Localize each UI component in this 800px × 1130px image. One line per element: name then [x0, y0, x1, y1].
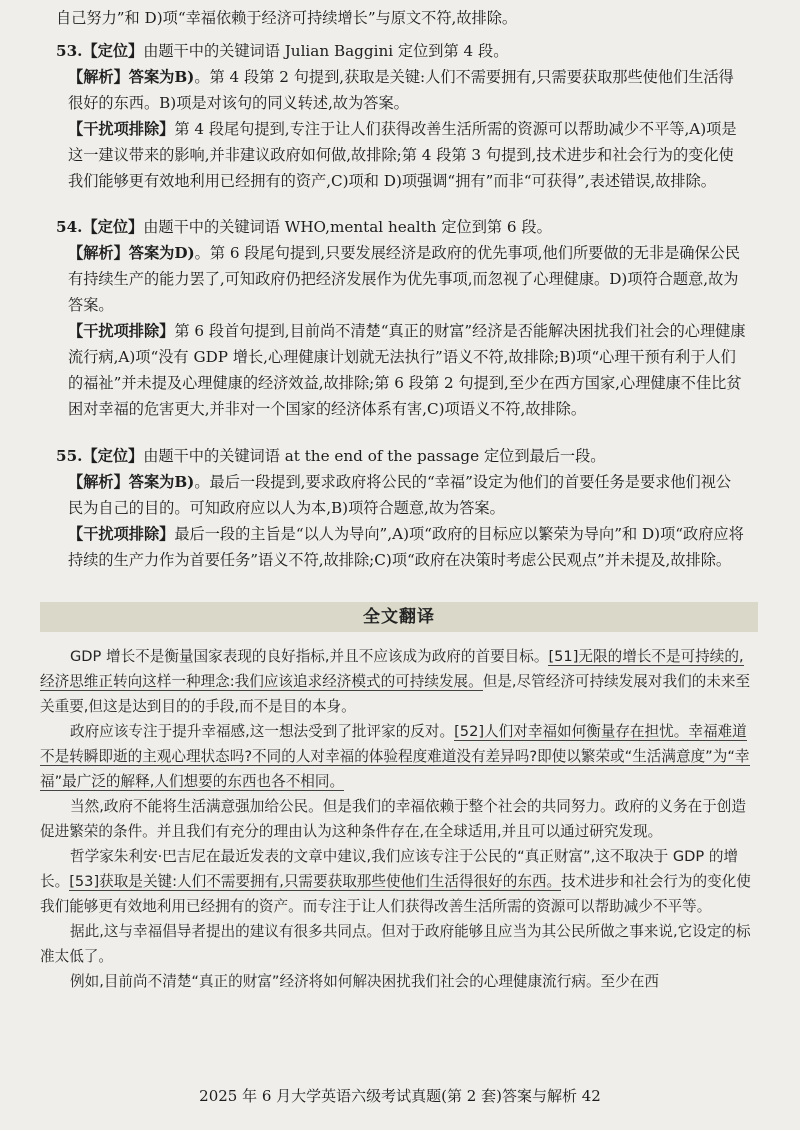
translation-paragraph-4	[40, 844, 758, 919]
q53-locate	[56, 38, 746, 64]
answer-prefix: 答案为	[128, 68, 175, 86]
q53-distractor-text: 第 4 段尾句提到,专注于让人们获得改善生活所需的资源可以帮助减少不平等,A)项是这一建议带来的影响,并非建议政府如何做,故排除;第 4 段第 3 句提到,技术进步和社会行为的变化使我们能够更有效地利用已经拥有的资产,C)项和 D)项强调“拥有”而非“可获得”,表述错误,故排除。	[68, 120, 737, 190]
translation-text: 技术进步和社会行为的变化使我们能够更有效地利用已经拥有的资产。而专注于让人们获得改善生活所需的资源可以帮助减少不平等。	[40, 873, 751, 915]
answer-prefix: 答案为	[128, 473, 175, 491]
q55-distractor	[56, 521, 746, 573]
translation-paragraph-2	[40, 719, 758, 794]
translation-paragraph-5	[40, 919, 758, 969]
analysis-tag: 【解析】	[68, 68, 129, 86]
footer-text: 2025 年 6 月大学英语六级考试真题(第 2 套)答案与解析 42	[199, 1087, 601, 1105]
q54-distractor-text: 第 6 段首句提到,目前尚不清楚“真正的财富”经济是否能解决困扰我们社会的心理健康流行病,A)项“没有 GDP 增长,心理健康计划就无法执行”语义不符,故排除;B)项“心理干预有利于人们的福祉”并未提及心理健康的经济效益,故排除;第 6 段第 2 句提到,至少在西方国家,心理健康不佳比贫困对幸福的危害更大,并非对一个国家的经济体系有害,C)项语义不符,故排除。	[68, 322, 746, 418]
q55-number: 55.	[56, 447, 83, 465]
top-line	[56, 5, 746, 31]
underlined-text: [53]获取是关键:人们不需要拥有,只需要获取那些使他们生活得很好的东西。	[69, 873, 562, 890]
q55-analysis-text: 。最后一段提到,要求政府将公民的“幸福”设定为他们的首要任务是要求他们视公民为自己的目的。可知政府应以人为本,B)项符合题意,故为答案。	[68, 473, 732, 517]
analysis-tag: 【解析】	[68, 473, 129, 491]
q54-number: 54.	[56, 218, 83, 236]
translation-text: 但是,尽管经济可持续发展对我们的未来至关重要,但这是达到目的的手段,而不是目的本身。	[40, 673, 751, 715]
underlined-text: [51]无限的增长不是可持续的,经济思维正转向这样一种理念:我们应该追求经济模式的可持续发展。	[40, 648, 744, 690]
q55-analysis	[56, 469, 746, 521]
answer-prefix: 答案为	[128, 244, 175, 262]
q53-locate-text: 由题干中的关键词语 Julian Baggini 定位到第 4 段。	[143, 42, 509, 60]
q54-block	[56, 214, 746, 422]
q53-distractor	[56, 116, 746, 194]
translation-paragraph-3	[40, 794, 758, 844]
section-title: 全文翻译	[363, 607, 435, 627]
q54-distractor	[56, 318, 746, 422]
translation-paragraph-6	[40, 969, 758, 994]
translation-paragraph-1	[40, 644, 758, 719]
locate-tag: 【定位】	[82, 218, 144, 236]
distractor-tag: 【干扰项排除】	[68, 120, 175, 138]
q54-locate-text: 由题干中的关键词语 WHO,mental health 定位到第 6 段。	[143, 218, 552, 236]
q55-answer: B)	[174, 473, 195, 491]
q53-number: 53.	[56, 42, 83, 60]
q55-block	[56, 443, 746, 573]
distractor-tag: 【干扰项排除】	[68, 525, 175, 543]
translation-text: 政府应该专注于提升幸福感,这一想法受到了批评家的反对。	[70, 723, 455, 740]
analysis-tag: 【解析】	[68, 244, 129, 262]
q54-analysis-text: 。第 6 段尾句提到,只要发展经济是政府的优先事项,他们所要做的无非是确保公民有持续生产的能力罢了,可知政府仍把经济发展作为优先事项,而忽视了心理健康。D)项符合题意,故为答案。	[68, 244, 741, 314]
q54-analysis	[56, 240, 746, 318]
translation-text: 例如,目前尚不清楚“真正的财富”经济将如何解决困扰我们社会的心理健康流行病。至少在西	[70, 973, 659, 990]
locate-tag: 【定位】	[82, 42, 144, 60]
q54-locate	[56, 214, 746, 240]
translation-text: 哲学家朱利安·巴吉尼在最近发表的文章中建议,我们应该专注于公民的“真正财富”,这不取决于 GDP 的增长。	[40, 848, 739, 890]
q53-block	[56, 38, 746, 194]
q55-locate	[56, 443, 746, 469]
q55-locate-text: 由题干中的关键词语 at the end of the passage 定位到最后一段。	[143, 447, 606, 465]
distractor-tag: 【干扰项排除】	[68, 322, 175, 340]
page-footer	[0, 1085, 800, 1106]
q54-answer: D)	[174, 244, 195, 262]
translation-text: 当然,政府不能将生活满意强加给公民。但是我们的幸福依赖于整个社会的共同努力。政府的义务在于创造促进繁荣的条件。并且我们有充分的理由认为这种条件存在,在全球适用,并且可以通过研究发现。	[40, 798, 746, 840]
translation-text: GDP 增长不是衡量国家表现的良好指标,并且不应该成为政府的首要目标。	[70, 648, 549, 665]
translation-text: 据此,这与幸福倡导者提出的建议有很多共同点。但对于政府能够且应当为其公民所做之事来说,它设定的标准太低了。	[40, 923, 751, 965]
q53-answer: B)	[174, 68, 195, 86]
q55-distractor-text: 最后一段的主旨是“以人为导向”,A)项“政府的目标应以繁荣为导向”和 D)项“政府应将持续的生产力作为首要任务”语义不符,故排除;C)项“政府在决策时考虑公民观点”并未提及,故排除。	[68, 525, 744, 569]
top-line-text: 自己努力”和 D)项“幸福依赖于经济可持续增长”与原文不符,故排除。	[56, 9, 518, 27]
translation-section	[40, 644, 758, 994]
locate-tag: 【定位】	[82, 447, 144, 465]
section-banner	[40, 602, 758, 632]
underlined-text: [52]人们对幸福如何衡量存在担忧。幸福难道不是转瞬即逝的主观心理状态吗?不同的人对幸福的体验程度难道没有差异吗?即使以繁荣或“生活满意度”为“幸福”最广泛的解释,人们想要的东西也各不相同。	[40, 723, 750, 790]
q53-analysis-text: 。第 4 段第 2 句提到,获取是关键:人们不需要拥有,只需要获取那些使他们生活得很好的东西。B)项是对该句的同义转述,故为答案。	[68, 68, 734, 112]
q53-analysis	[56, 64, 746, 116]
